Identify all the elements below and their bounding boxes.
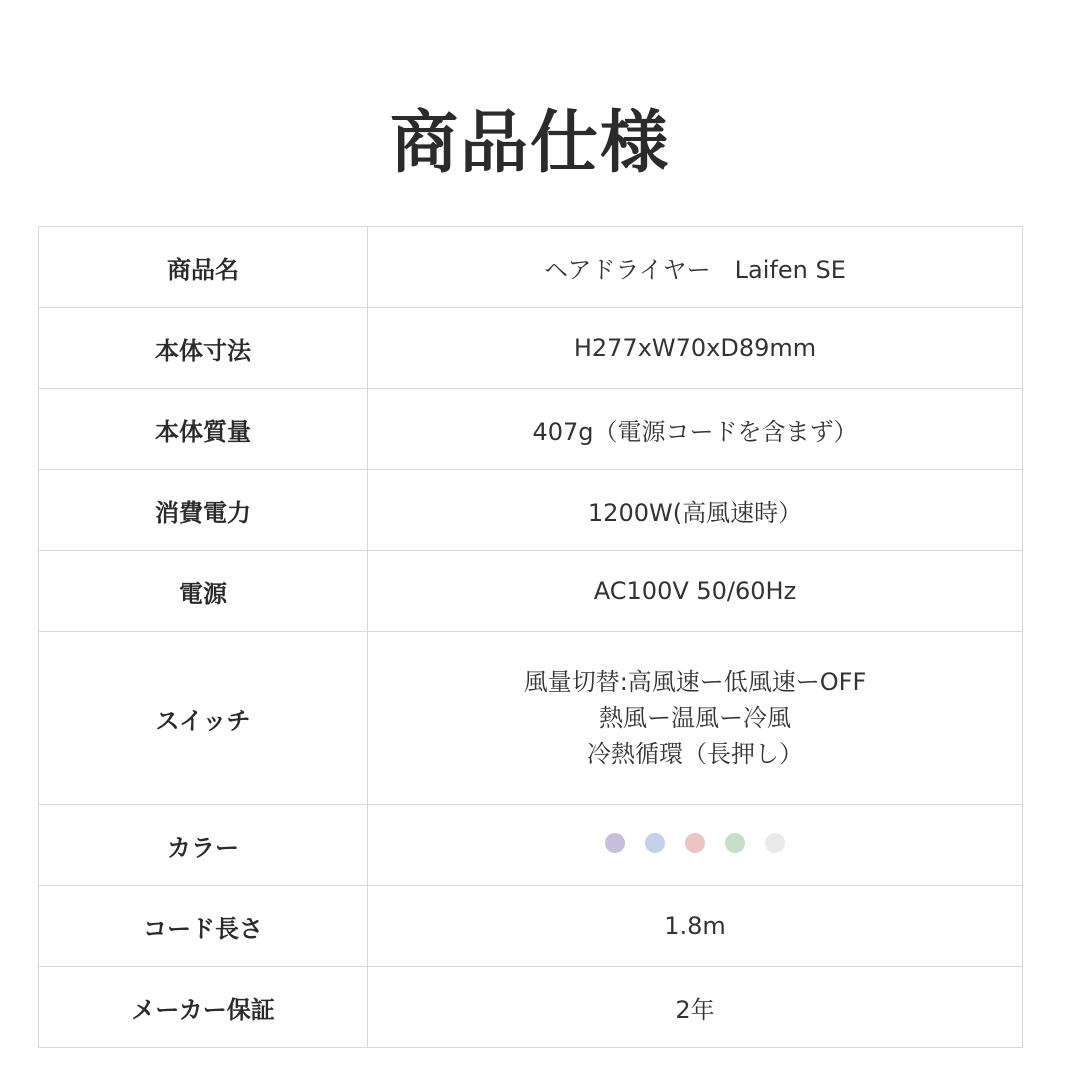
spec-label: メーカー保証 — [39, 967, 368, 1048]
spec-value: 1200W(高風速時） — [368, 470, 1023, 551]
spec-row-dimensions — [39, 308, 1023, 389]
switch-line: 風量切替:高風速ー低風速ーOFF — [523, 668, 867, 696]
switch-line: 冷熱循環（長押し） — [587, 740, 803, 768]
spec-value — [368, 632, 1023, 805]
spec-row-power-consumption — [39, 470, 1023, 551]
spec-value: H277xW70xD89mm — [368, 308, 1023, 389]
spec-value: AC100V 50/60Hz — [368, 551, 1023, 632]
spec-row-color — [39, 805, 1023, 886]
spec-row-cord-length — [39, 886, 1023, 967]
page-title: 商品仕様 — [389, 104, 670, 183]
spec-row-weight — [39, 389, 1023, 470]
spec-row-switch — [39, 632, 1023, 805]
color-swatch-green — [725, 833, 745, 853]
spec-label: カラー — [39, 805, 368, 886]
spec-label: 本体質量 — [39, 389, 368, 470]
spec-value: 407g（電源コードを含まず） — [368, 389, 1023, 470]
color-swatch-pink — [685, 833, 705, 853]
color-swatch-blue — [645, 833, 665, 853]
spec-value — [368, 805, 1023, 886]
spec-label: 本体寸法 — [39, 308, 368, 389]
spec-value: 1.8m — [368, 886, 1023, 967]
spec-row-power-source — [39, 551, 1023, 632]
color-swatch-white — [765, 833, 785, 853]
color-swatch-lavender — [605, 833, 625, 853]
spec-label: 商品名 — [39, 227, 368, 308]
spec-table — [38, 226, 1023, 1048]
spec-row-product-name — [39, 227, 1023, 308]
color-swatches — [605, 833, 785, 853]
spec-value: 2年 — [368, 967, 1023, 1048]
spec-label: コード長さ — [39, 886, 368, 967]
spec-row-warranty — [39, 967, 1023, 1048]
spec-label: スイッチ — [39, 632, 368, 805]
spec-label: 電源 — [39, 551, 368, 632]
switch-line: 熱風ー温風ー冷風 — [599, 704, 791, 732]
spec-label: 消費電力 — [39, 470, 368, 551]
spec-value: ヘアドライヤー Laifen SE — [368, 227, 1023, 308]
